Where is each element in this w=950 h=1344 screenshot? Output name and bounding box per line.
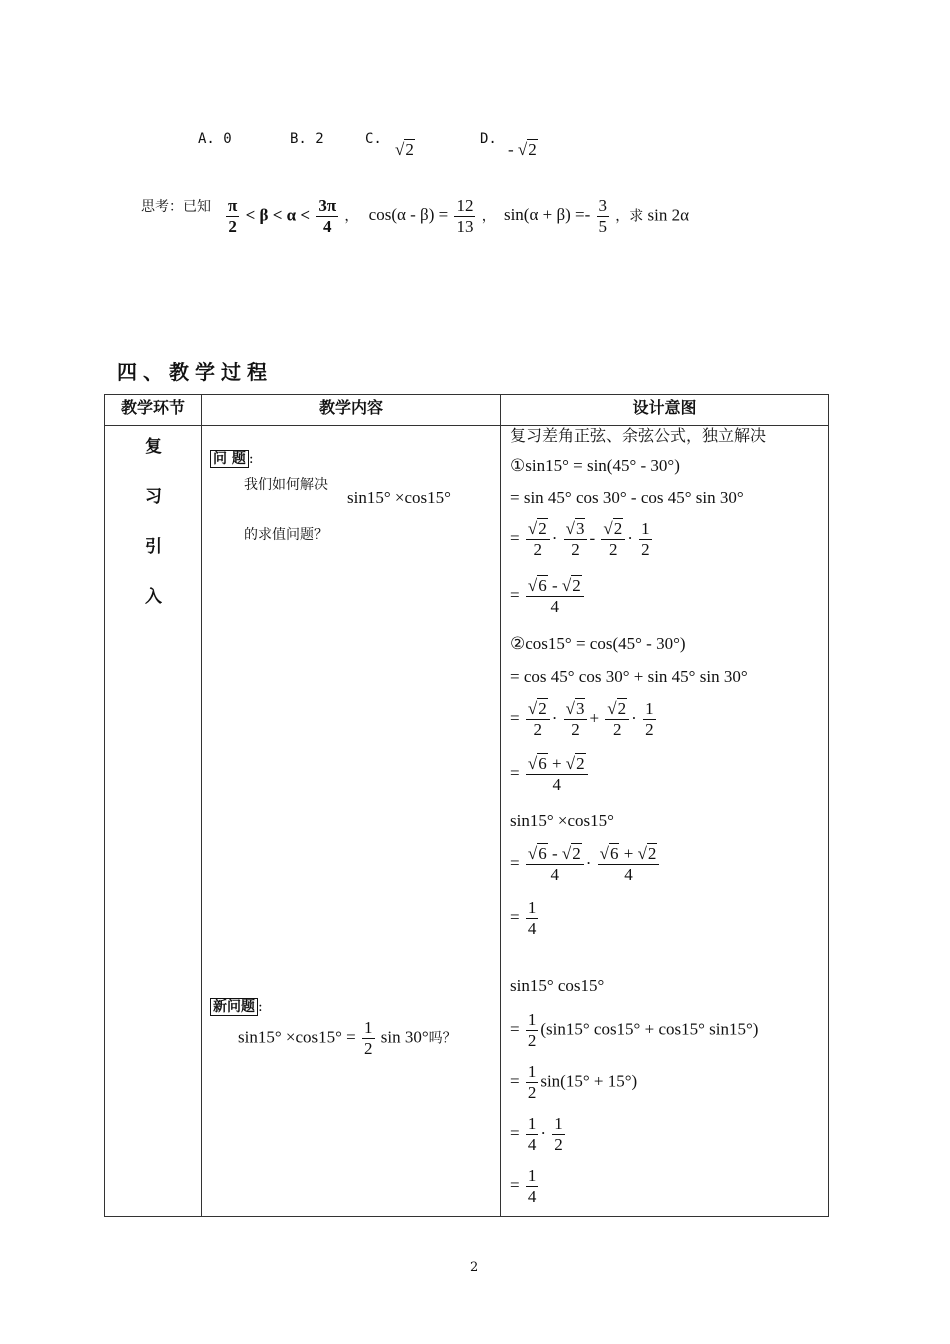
derivation-line: = $\frac{√6 - √2}{4}$ <box>510 576 586 617</box>
think-condition: $\frac{\pi}{2}$ < β < α < $\frac{3\pi}{4}$ ， cos(α - β) = $\frac{12}{13}$ ， sin(α + β) =- $\frac{3}{5}$ ，求 sin 2α <box>228 196 690 236</box>
stage-char: 复 <box>145 437 162 457</box>
derivation-line: = $\frac{√6 - √2}{4}$ · $\frac{√6 + √2}{4}$ <box>510 844 661 885</box>
derivation-line: ①sin15° = sin(45° - 30°) <box>510 456 680 475</box>
problem-expr: sin15° ×cos15° <box>347 488 451 507</box>
header-content: 教学内容 <box>202 395 501 426</box>
problem-tail: 的求值问题？ <box>244 527 328 543</box>
problem-heading: 问 题 : <box>210 448 254 468</box>
new-problem-expr: sin15° ×cos15° = $\frac{1}{2}$ sin 30°吗？ <box>238 1018 457 1058</box>
derivation-line: = sin 45° cos 30° - cos 45° sin 30° <box>510 488 744 507</box>
derivation-line: = $\frac{1}{2}$ sin(15° + 15°) <box>510 1062 638 1102</box>
stage-cell <box>105 426 202 1217</box>
derivation-line: sin15° cos15° <box>510 976 605 995</box>
problem-text: 我们如何解决 <box>244 477 328 493</box>
derivation-line: = cos 45° cos 30° + sin 45° sin 30° <box>510 667 748 686</box>
section-title: 四、教学过程 <box>117 360 273 384</box>
think-question: 思考：已知 <box>141 199 211 215</box>
option-b: B. 2 <box>290 131 324 147</box>
derivation-line: = $\frac{√2}{2}$ · $\frac{√3}{2}$ - $\frac{√2}{2}$ · $\frac{1}{2}$ <box>510 519 650 559</box>
page-number: 2 <box>470 1260 479 1275</box>
derivation-line: = $\frac{√6 + √2}{4}$ <box>510 754 590 795</box>
header-stage: 教学环节 <box>105 395 202 426</box>
derivation-line: ②cos15° = cos(45° - 30°) <box>510 634 686 653</box>
new-problem-heading: 新问题 : <box>210 996 263 1016</box>
option-c-value: √2 <box>395 140 414 159</box>
option-a: A. 0 <box>198 131 232 147</box>
stage-char: 入 <box>145 587 162 607</box>
derivation-line: sin15° ×cos15° <box>510 811 614 830</box>
option-d-value: - √2 <box>508 140 537 159</box>
content-cell <box>202 426 501 1217</box>
stage-char: 习 <box>145 487 162 507</box>
lesson-table <box>104 394 829 1217</box>
derivation-line: = $\frac{1}{4}$ · $\frac{1}{2}$ <box>510 1114 563 1154</box>
intent-intro: 复习差角正弦、余弦公式，独立解决 <box>510 426 767 445</box>
derivation-line: = $\frac{1}{2}$ (sin15° cos15° + cos15° sin15°) <box>510 1010 759 1050</box>
stage-char: 引 <box>145 537 162 557</box>
option-d-label: D. <box>480 131 497 147</box>
derivation-line: = $\frac{1}{4}$ <box>510 898 537 938</box>
intent-cell <box>501 426 829 1217</box>
option-c-label: C. <box>365 131 382 147</box>
derivation-line: = $\frac{√2}{2}$ · $\frac{√3}{2}$ + $\frac{√2}{2}$ · $\frac{1}{2}$ <box>510 699 654 739</box>
header-intent: 设计意图 <box>501 395 829 426</box>
derivation-line: = $\frac{1}{4}$ <box>510 1166 537 1206</box>
